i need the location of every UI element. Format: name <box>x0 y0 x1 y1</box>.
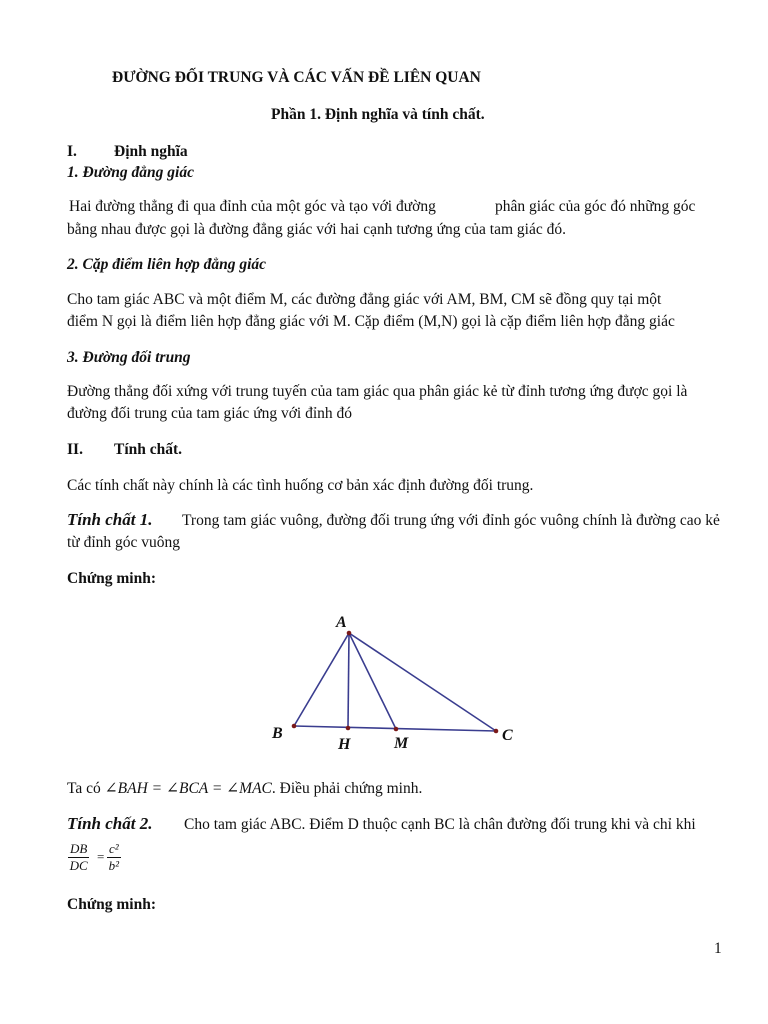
property-label: Tính chất 2. <box>67 814 153 833</box>
subsection-title: 3. Đường đối trung <box>67 349 191 366</box>
fraction-denominator: b² <box>108 858 120 873</box>
fraction-c2-b2 <box>107 841 121 874</box>
conclusion-post: . Điều phải chứng minh. <box>271 780 423 797</box>
conclusion-formula: ∠BAH = ∠BCA = ∠MAC <box>104 780 272 797</box>
side-ac <box>349 633 496 731</box>
subsection-title: 1. Đường đẳng giác <box>67 164 194 181</box>
section-title: Định nghĩa <box>114 143 188 160</box>
proof-label: Chứng minh: <box>67 570 156 587</box>
property-label: Tính chất 1. <box>67 510 153 529</box>
subsection-title: 2. Cặp điểm liên hợp đẳng giác <box>67 256 267 273</box>
document-title: ĐƯỜNG ĐỐI TRUNG VÀ CÁC VẤN ĐỀ LIÊN QUAN <box>112 69 481 86</box>
property-text: Cho tam giác ABC. Điểm D thuộc cạnh BC là chân đường đối trung khi và chỉ khi <box>184 816 696 833</box>
label-a: A <box>336 614 347 631</box>
paragraph-line: đường đối trung của tam giác ứng với đỉnh đó <box>67 405 353 422</box>
point-a <box>347 631 352 636</box>
property-text: Trong tam giác vuông, đường đối trung ứng với đỉnh góc vuông chính là đường cao kẻ <box>182 512 720 529</box>
proof-label: Chứng minh: <box>67 896 156 913</box>
conclusion-pre: Ta có <box>67 780 101 797</box>
label-b: B <box>272 725 283 742</box>
paragraph-line: Hai đường thẳng đi qua đỉnh của một góc và tạo với đường <box>69 198 436 215</box>
paragraph-line: Đường thẳng đối xứng với trung tuyến của tam giác qua phân giác kẻ từ đỉnh tương ứng được gọi là <box>67 383 688 400</box>
triangle-figure <box>260 605 530 755</box>
paragraph-line: phân giác của góc đó những góc <box>495 198 696 215</box>
page-number: 1 <box>714 940 722 957</box>
label-c: C <box>502 727 513 744</box>
paragraph-line: bằng nhau được gọi là đường đẳng giác với hai cạnh tương ứng của tam giác đó. <box>67 221 566 238</box>
point-b <box>292 724 297 729</box>
altitude-ah <box>348 633 349 728</box>
section-number: II. <box>67 441 83 458</box>
fraction-numerator: DB <box>70 841 88 856</box>
property-text: từ đỉnh góc vuông <box>67 534 181 551</box>
median-am <box>349 633 396 729</box>
point-c <box>494 729 499 734</box>
label-h: H <box>338 736 351 753</box>
fraction-numerator: c² <box>109 841 119 856</box>
paragraph-line: Cho tam giác ABC và một điểm M, các đường đẳng giác với AM, BM, CM sẽ đồng quy tại một <box>67 291 662 308</box>
equals-sign: = <box>97 849 105 864</box>
label-m: M <box>394 735 409 752</box>
part-title: Phần 1. Định nghĩa và tính chất. <box>271 106 485 123</box>
fraction-db-dc <box>68 841 89 874</box>
point-m <box>394 727 399 732</box>
paragraph-line: điểm N gọi là điểm liên hợp đẳng giác với M. Cặp điểm (M,N) gọi là cặp điểm liên hợp đẳng giác <box>67 313 675 330</box>
fraction-denominator: DC <box>69 858 88 873</box>
section-title: Tính chất. <box>114 441 183 458</box>
side-ab <box>294 633 349 726</box>
point-h <box>346 726 351 731</box>
conclusion-line <box>67 779 422 798</box>
intro-text: Các tính chất này chính là các tình huống cơ bản xác định đường đối trung. <box>67 477 534 494</box>
section-number: I. <box>67 143 77 160</box>
